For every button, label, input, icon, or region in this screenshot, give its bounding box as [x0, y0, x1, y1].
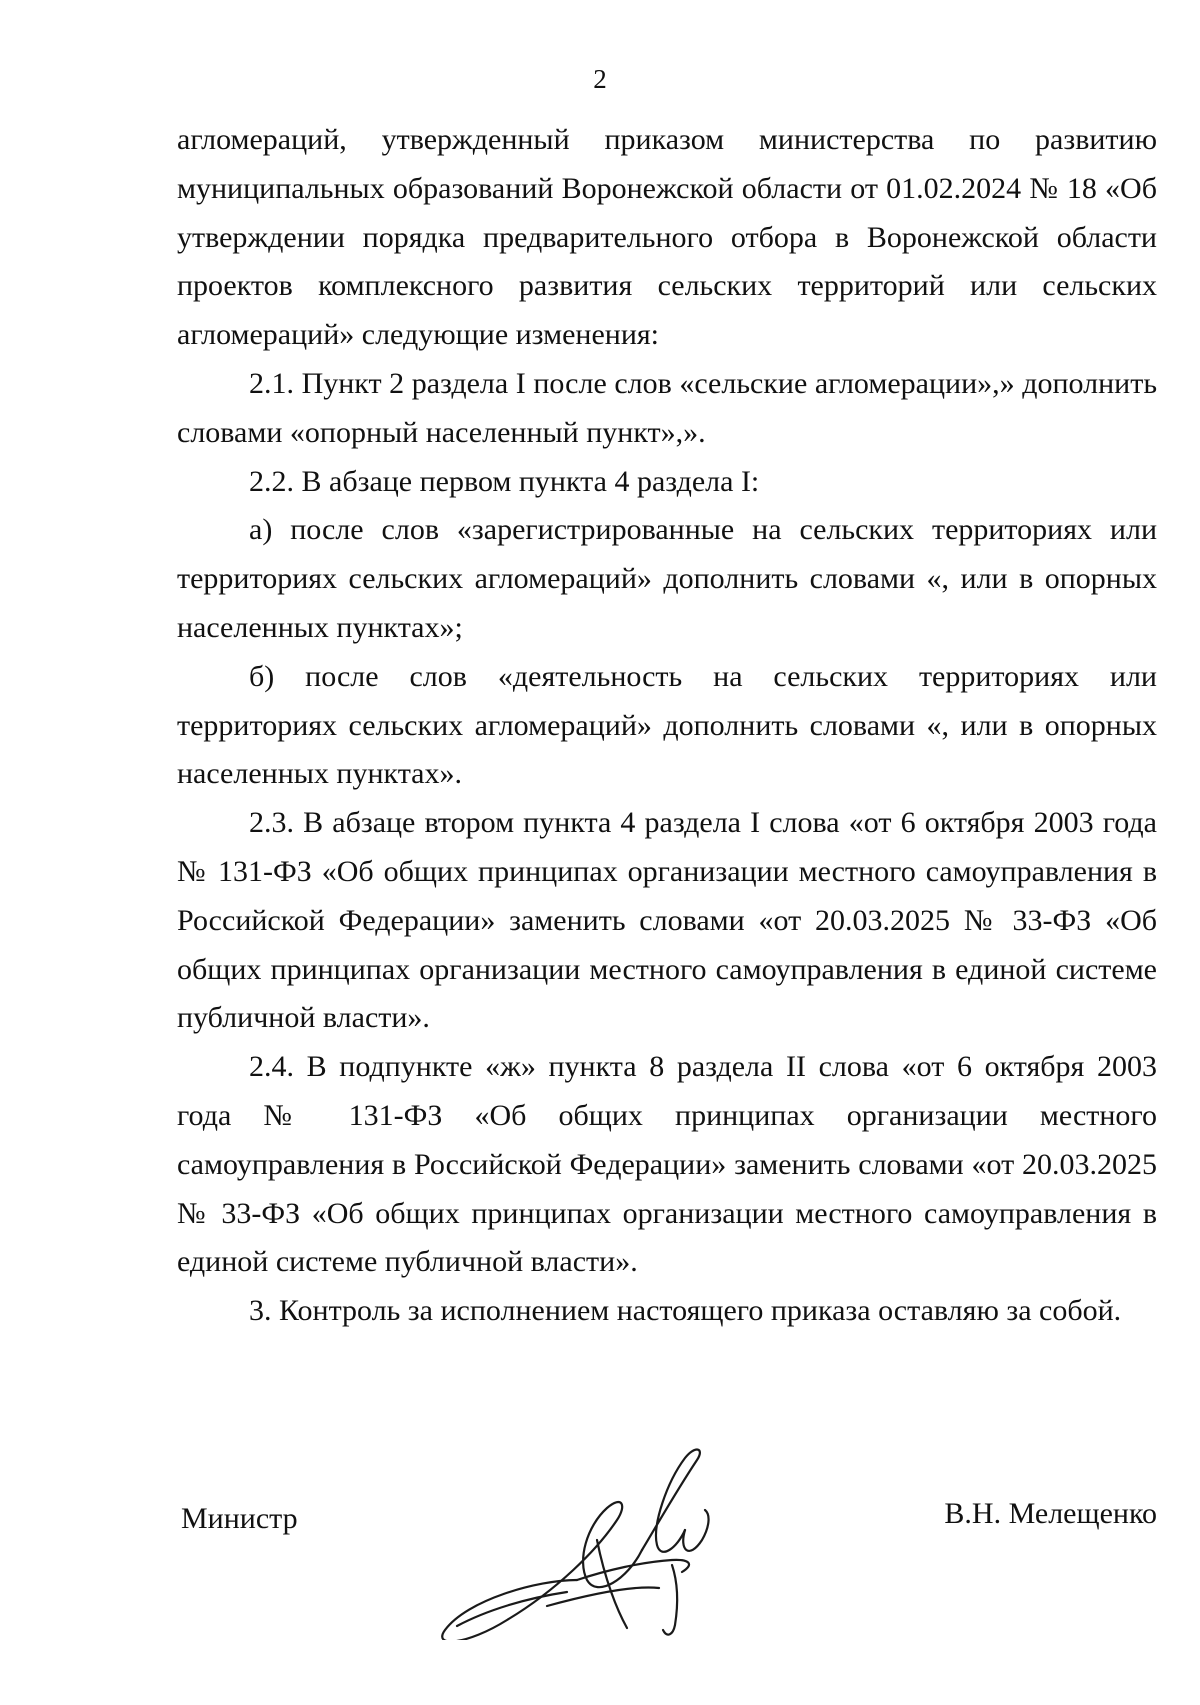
paragraph-intro-continuation: агломераций, утвержденный приказом министерства по развитию муниципальных образований Воронежской области от 01.02.2024 № 18 «Об утверждении порядка предварительного отбора в Воронежской области проектов комплексного развития сельских территорий или сельских агломераций» следующие изменения: [177, 123, 1157, 352]
document-body [177, 116, 1157, 1336]
paragraph-2-3: 2.3. В абзаце втором пункта 4 раздела I слова «от 6 октября 2003 года № 131-ФЗ «Об общих принципах организации местного самоуправления в Российской Федерации» заменить словами «от 20.03.2025 № 33-ФЗ «Об общих принципах организации местного самоуправления в единой системе публичной власти». [177, 806, 1157, 1035]
paragraph-2-2-a: а) после слов «зарегистрированные на сельских территориях или территориях сельских агломераций» дополнить словами «, или в опорных населенных пунктах»; [177, 513, 1157, 644]
paragraph-2-4: 2.4. В подпункте «ж» пункта 8 раздела II слова «от 6 октября 2003 года № 131-ФЗ «Об общих принципах организации местного самоуправления в Российской Федерации» заменить словами «от 20.03.2025 № 33-ФЗ «Об общих принципах организации местного самоуправления в единой системе публичной власти». [177, 1050, 1157, 1279]
signer-name: В.Н. Мелещенко [944, 1497, 1157, 1530]
paragraph-2-2: 2.2. В абзаце первом пункта 4 раздела I: [249, 464, 760, 498]
paragraph-2-1: 2.1. Пункт 2 раздела I после слов «сельские агломерации»,» дополнить словами «опорный населенный пункт»,». [177, 366, 1157, 449]
paragraph-3: 3. Контроль за исполнением настоящего приказа оставляю за собой. [249, 1294, 1122, 1328]
page-number: 2 [593, 64, 607, 94]
paragraph-2-2-b: б) после слов «деятельность на сельских территориях или территориях сельских агломераций» дополнить словами «, или в опорных населенных пунктах». [177, 659, 1157, 791]
signature-block [177, 1440, 1157, 1630]
signer-position: Министр [181, 1502, 298, 1535]
handwritten-signature-icon [427, 1430, 727, 1640]
